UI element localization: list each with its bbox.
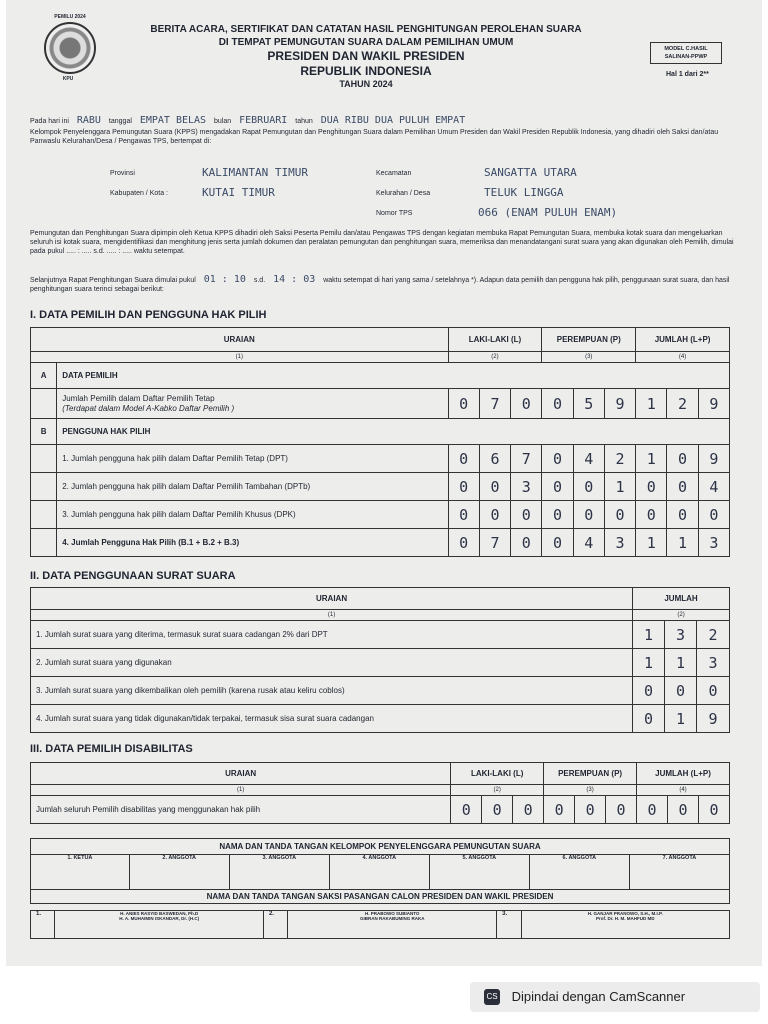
digit-cell: 0 bbox=[511, 529, 542, 557]
doc-title-2: DI TEMPAT PEMUNGUTAN SUARA DALAM PEMILIHAN UMUM bbox=[218, 37, 514, 48]
kabupaten-value: KUTAI TIMUR bbox=[202, 186, 275, 199]
header-laki: LAKI-LAKI (L) bbox=[448, 328, 542, 352]
kecamatan-value: SANGATTA UTARA bbox=[484, 166, 577, 179]
digit-cell: 1 bbox=[633, 621, 665, 649]
surat-row-label: 4. Jumlah surat suara yang tidak digunakan/tidak terpakai, termasuk sisa surat suara cadangan bbox=[31, 705, 633, 733]
digit-cell: 5 bbox=[573, 389, 604, 419]
signature-anggota-3: 3. ANGGOTA bbox=[229, 855, 329, 890]
spacer-cell bbox=[31, 389, 57, 419]
surat-row-label: 3. Jumlah surat suara yang dikembalikan oleh pemilih (karena rusak atau keliru coblos) bbox=[31, 677, 633, 705]
digit-cell: 2 bbox=[604, 445, 635, 473]
doc-title-4: REPUBLIK INDONESIA bbox=[300, 64, 432, 78]
time-end: 14 : 03 bbox=[273, 274, 316, 285]
digit-cell: 3 bbox=[665, 621, 697, 649]
time-start: 01 : 10 bbox=[203, 274, 246, 285]
header-jumlah: JUMLAH (L+P) bbox=[636, 328, 730, 352]
signature-anggota-7: 7. ANGGOTA bbox=[629, 855, 729, 890]
digit-cell: 0 bbox=[542, 501, 573, 529]
counting-time-text bbox=[30, 275, 742, 294]
section-b-letter: B bbox=[31, 419, 57, 445]
logo-caption: KPU bbox=[62, 76, 74, 82]
subheader-3: (3) bbox=[544, 785, 637, 796]
provinsi-label: Provinsi bbox=[110, 170, 135, 177]
tanggal-value: EMPAT BELAS bbox=[139, 115, 207, 126]
tanggal-label: tanggal bbox=[108, 118, 132, 125]
kpu-logo bbox=[44, 22, 96, 74]
digit-cell: 0 bbox=[544, 796, 575, 824]
tahun-label: tahun bbox=[295, 118, 313, 125]
camscanner-icon: CS bbox=[484, 989, 500, 1005]
digit-cell: 9 bbox=[697, 705, 730, 733]
header-uraian: URAIAN bbox=[31, 328, 449, 352]
kecamatan-label: Kecamatan bbox=[376, 170, 412, 177]
digit-cell: 9 bbox=[604, 389, 635, 419]
digit-cell: 4 bbox=[573, 445, 604, 473]
subheader-2: (2) bbox=[448, 352, 542, 363]
digit-cell: 0 bbox=[606, 796, 637, 824]
sd-label: s.d. bbox=[253, 277, 266, 284]
digit-cell: 0 bbox=[633, 705, 665, 733]
section2-title: II. DATA PENGGUNAAN SURAT SUARA bbox=[30, 570, 236, 582]
saksi-name-2: H. PRABOWO SUBIANTO GIBRAN RAKABUMING RAKA bbox=[288, 911, 497, 939]
b-row-label: 2. Jumlah pengguna hak pilih dalam Daftar Pemilih Tambahan (DPTb) bbox=[57, 473, 448, 501]
saksi-signature-table bbox=[30, 910, 730, 939]
spacer-cell bbox=[31, 501, 57, 529]
section2-table bbox=[30, 587, 730, 733]
digit-cell: 0 bbox=[511, 501, 542, 529]
header-perempuan: PEREMPUAN (P) bbox=[544, 763, 637, 785]
section-a-letter: A bbox=[31, 363, 57, 389]
digit-cell: 0 bbox=[513, 796, 544, 824]
tps-value: 066 (ENAM PULUH ENAM) bbox=[478, 206, 618, 219]
bulan-value: FEBRUARI bbox=[239, 115, 288, 126]
saksi-number-2: 2. bbox=[263, 911, 287, 939]
signature-anggota-4: 4. ANGGOTA bbox=[329, 855, 429, 890]
kelurahan-value: TELUK LINGGA bbox=[484, 186, 564, 199]
b-row-label: 3. Jumlah pengguna hak pilih dalam Daftar Pemilih Khusus (DPK) bbox=[57, 501, 448, 529]
digit-cell: 7 bbox=[511, 445, 542, 473]
signature-anggota-2: 2. ANGGOTA bbox=[129, 855, 229, 890]
digit-cell: 0 bbox=[448, 473, 479, 501]
header-laki: LAKI-LAKI (L) bbox=[451, 763, 544, 785]
tahun-value: DUA RIBU DUA PULUH EMPAT bbox=[320, 115, 466, 126]
subheader-4: (4) bbox=[636, 352, 730, 363]
digit-cell: 0 bbox=[479, 501, 510, 529]
digit-cell: 0 bbox=[604, 501, 635, 529]
subheader-2: (2) bbox=[451, 785, 544, 796]
digit-cell: 1 bbox=[665, 705, 697, 733]
header-jumlah: JUMLAH bbox=[633, 588, 730, 610]
header-uraian: URAIAN bbox=[31, 588, 633, 610]
digit-cell: 0 bbox=[542, 445, 573, 473]
subheader-2: (2) bbox=[633, 610, 730, 621]
doc-title-1: BERITA ACARA, SERTIFIKAT DAN CATATAN HASIL PENGHITUNGAN PEROLEHAN SUARA bbox=[150, 24, 582, 35]
digit-cell: 0 bbox=[698, 501, 729, 529]
subheader-4: (4) bbox=[637, 785, 730, 796]
digit-cell: 1 bbox=[636, 445, 667, 473]
logo-top-text: PEMILU 2024 bbox=[54, 14, 86, 20]
spacer-cell bbox=[31, 445, 57, 473]
document-page bbox=[6, 0, 762, 966]
digit-cell: 0 bbox=[448, 501, 479, 529]
digit-cell: 0 bbox=[667, 445, 698, 473]
hari-value: RABU bbox=[76, 115, 101, 126]
digit-cell: 0 bbox=[448, 389, 479, 419]
kpps-signature-title: NAMA DAN TANDA TANGAN KELOMPOK PENYELENGGARA PEMUNGUTAN SUARA bbox=[31, 839, 730, 855]
section3-title: III. DATA PEMILIH DISABILITAS bbox=[30, 743, 193, 755]
model-box: MODEL C.HASIL SALINAN-PPWP bbox=[650, 42, 722, 64]
header-jumlah: JUMLAH (L+P) bbox=[637, 763, 730, 785]
procedure-text: Pemungutan dan Penghitungan Suara dipimpin oleh Ketua KPPS dihadiri oleh Saksi Peserta Pemilu dan/atau Pengawas TPS dengan kegiatan membuka Rapat Pemungutan Suara, membuka kotak suara dan mengeluarkan seluruh isi kotak suara, mengidentifikasi dan menghitung jenis serta jumlah dokumen dan peralatan pemungutan dan penghitungan suara, memeriksa dan menandatangani surat suara yang akan digunakan oleh Pemilih, dimulai pada pukul ..... : ..... s.d. ..... : ..... waktu setempat. bbox=[30, 230, 734, 255]
digit-cell: 1 bbox=[636, 529, 667, 557]
signature-anggota-5: 5. ANGGOTA bbox=[429, 855, 529, 890]
saksi-number-3: 3. bbox=[497, 911, 521, 939]
section1-title: I. DATA PEMILIH DAN PENGGUNA HAK PILIH bbox=[30, 309, 267, 321]
intro-text: Kelompok Penyelenggara Pemungutan Suara (KPPS) mengadakan Rapat Pemungutan dan Penghitungan Suara dalam Pemilihan Umum Presiden dan Wakil Presiden Republik Indonesia, yang dihadiri oleh Saksi dan/atau Panwaslu Kelurahan/Desa / Pengawas TPS, bertempat di: bbox=[30, 129, 719, 145]
digit-cell: 7 bbox=[479, 389, 510, 419]
section3-table bbox=[30, 762, 730, 824]
digit-cell: 1 bbox=[665, 649, 697, 677]
digit-cell: 0 bbox=[667, 501, 698, 529]
digit-cell: 0 bbox=[636, 501, 667, 529]
digit-cell: 0 bbox=[665, 677, 697, 705]
surat-row-label: 2. Jumlah surat suara yang digunakan bbox=[31, 649, 633, 677]
spacer-cell bbox=[31, 529, 57, 557]
subheader-3: (3) bbox=[542, 352, 636, 363]
subheader-1: (1) bbox=[31, 785, 451, 796]
digit-cell: 4 bbox=[573, 529, 604, 557]
provinsi-value: KALIMANTAN TIMUR bbox=[202, 166, 308, 179]
digit-cell: 1 bbox=[633, 649, 665, 677]
disabilitas-row-label: Jumlah seluruh Pemilih disabilitas yang menggunakan hak pilih bbox=[31, 796, 451, 824]
saksi-name-1: H. ANIES RASYID BASWEDAN, Ph.D H. A. MUHAIMIN ISKANDAR, Dr. (H.C) bbox=[55, 911, 264, 939]
digit-cell: 9 bbox=[698, 445, 729, 473]
digit-cell: 0 bbox=[697, 677, 730, 705]
digit-cell: 0 bbox=[637, 796, 668, 824]
spacer-cell bbox=[31, 473, 57, 501]
digit-cell: 3 bbox=[511, 473, 542, 501]
saksi-number-1: 1. bbox=[31, 911, 55, 939]
kelurahan-label: Kelurahan / Desa bbox=[376, 190, 431, 197]
digit-cell: 0 bbox=[667, 473, 698, 501]
digit-cell: 3 bbox=[698, 529, 729, 557]
counting-rest-text: waktu setempat di hari yang sama / setelahnya *). Adapun data pemilih dan pengguna hak pilih, penggunaan surat suara, dan hasil penghitungan suara terinci sebagai berikut: bbox=[30, 277, 730, 293]
digit-cell: 2 bbox=[667, 389, 698, 419]
digit-cell: 0 bbox=[542, 529, 573, 557]
digit-cell: 0 bbox=[451, 796, 482, 824]
digit-cell: 0 bbox=[667, 796, 698, 824]
digit-cell: 0 bbox=[575, 796, 606, 824]
digit-cell: 0 bbox=[542, 389, 573, 419]
counting-start-label: Selanjutnya Rapat Penghitungan Suara dimulai pukul bbox=[30, 277, 196, 284]
digit-cell: 1 bbox=[667, 529, 698, 557]
digit-cell: 0 bbox=[511, 389, 542, 419]
surat-row-label: 1. Jumlah surat suara yang diterima, termasuk surat suara cadangan 2% dari DPT bbox=[31, 621, 633, 649]
signature-anggota-6: 6. ANGGOTA bbox=[529, 855, 629, 890]
a-row-label bbox=[57, 389, 448, 419]
tps-label: Nomor TPS bbox=[376, 210, 413, 217]
digit-cell: 9 bbox=[698, 389, 729, 419]
pada-hari-label: Pada hari ini bbox=[30, 118, 69, 125]
digit-cell: 3 bbox=[697, 649, 730, 677]
signature-ketua: 1. KETUA bbox=[31, 855, 130, 890]
kabupaten-label: Kabupaten / Kota : bbox=[110, 190, 168, 197]
saksi-signature-title: NAMA DAN TANDA TANGAN SAKSI PASANGAN CALON PRESIDEN DAN WAKIL PRESIDEN bbox=[31, 890, 730, 904]
digit-cell: 3 bbox=[604, 529, 635, 557]
digit-cell: 0 bbox=[482, 796, 513, 824]
subheader-1: (1) bbox=[31, 610, 633, 621]
digit-cell: 7 bbox=[479, 529, 510, 557]
saksi-name-3: H. GANJAR PRANOWO, S.H., M.I.P. Prof. Dr. H. M. MAHFUD MD bbox=[521, 911, 729, 939]
digit-cell: 6 bbox=[479, 445, 510, 473]
b-row-label: 4. Jumlah Pengguna Hak Pilih (B.1 + B.2 + B.3) bbox=[57, 529, 448, 557]
subheader-1: (1) bbox=[31, 352, 449, 363]
digit-cell: 1 bbox=[636, 389, 667, 419]
digit-cell: 0 bbox=[448, 445, 479, 473]
digit-cell: 0 bbox=[633, 677, 665, 705]
camscanner-watermark bbox=[470, 982, 760, 1012]
a-row-label-line1: Jumlah Pemilih dalam Daftar Pemilih Tetap bbox=[62, 393, 215, 403]
section1-table bbox=[30, 327, 730, 557]
digit-cell: 0 bbox=[542, 473, 573, 501]
digit-cell: 0 bbox=[698, 796, 729, 824]
section-a-title: DATA PEMILIH bbox=[57, 363, 730, 389]
b-row-label: 1. Jumlah pengguna hak pilih dalam Daftar Pemilih Tetap (DPT) bbox=[57, 445, 448, 473]
header-perempuan: PEREMPUAN (P) bbox=[542, 328, 636, 352]
digit-cell: 2 bbox=[697, 621, 730, 649]
camscanner-label: Dipindai dengan CamScanner bbox=[511, 989, 686, 1004]
header-uraian: URAIAN bbox=[31, 763, 451, 785]
page-number: Hal 1 dari 2** bbox=[666, 71, 709, 78]
date-line bbox=[30, 116, 742, 126]
kpps-signature-table bbox=[30, 838, 730, 904]
digit-cell: 0 bbox=[479, 473, 510, 501]
digit-cell: 0 bbox=[573, 501, 604, 529]
digit-cell: 0 bbox=[448, 529, 479, 557]
bulan-label: bulan bbox=[214, 118, 232, 125]
digit-cell: 0 bbox=[573, 473, 604, 501]
digit-cell: 4 bbox=[698, 473, 729, 501]
digit-cell: 0 bbox=[636, 473, 667, 501]
section-b-title: PENGGUNA HAK PILIH bbox=[57, 419, 730, 445]
doc-title-5: TAHUN 2024 bbox=[339, 79, 393, 89]
a-row-label-line2: (Terdapat dalam Model A-Kabko Daftar Pemilih ) bbox=[62, 403, 235, 413]
doc-title-3: PRESIDEN DAN WAKIL PRESIDEN bbox=[267, 49, 465, 63]
digit-cell: 1 bbox=[604, 473, 635, 501]
